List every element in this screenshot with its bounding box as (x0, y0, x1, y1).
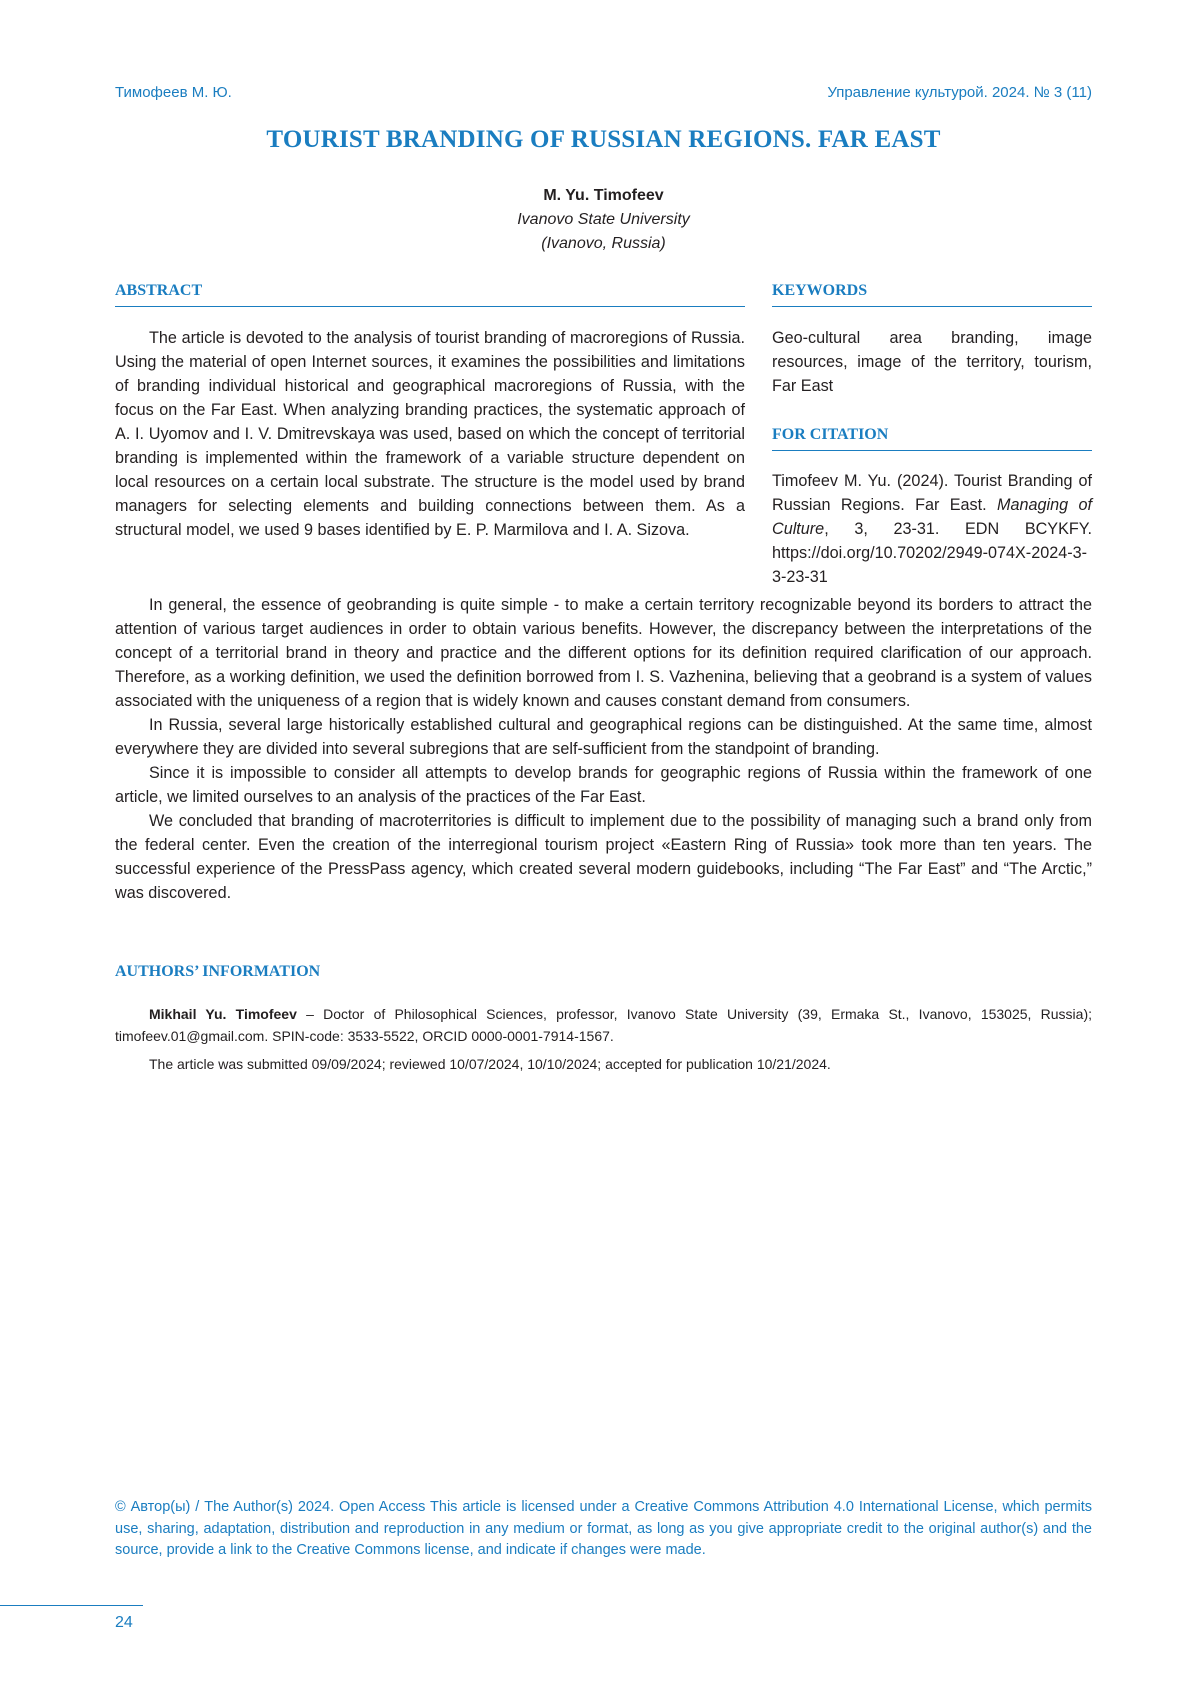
citation-heading: FOR CITATION (772, 426, 1092, 451)
author-affiliation: Ivanovo State University (517, 211, 690, 228)
article-dates: The article was submitted 09/09/2024; reviewed 10/07/2024, 10/10/2024; accepted for publication 10/21/2024. (149, 1056, 831, 1072)
abstract-paragraph: The article is devoted to the analysis of tourist branding of macroregions of Russia. Using the material of open Internet sources, it examines the possibilities and limitations of branding individual historical and geographical macroregions of Russia, with the focus on the Far East. When analyzing branding practices, the systematic approach of A. I. Uyomov and I. V. Dmitrevskaya was used, based on which the concept of territorial branding is implemented within the framework of a variable structure dependent on local resources on a certain local substrate. The structure is the model used by brand managers for selecting elements and building connections between them. As a structural model, we used 9 bases identified by E. P. Marmilova and I. A. Sizova. (115, 329, 745, 539)
author-block (115, 184, 1092, 256)
author-details-name: Mikhail Yu. Timofeev (149, 1006, 297, 1022)
article-title: TOURIST BRANDING OF RUSSIAN REGIONS. FAR EAST (266, 126, 941, 153)
citation-journal: Managing of Culture (772, 496, 1092, 538)
authors-info-heading: AUTHORS’ INFORMATION (115, 963, 321, 980)
keywords-text: Geo-cultural area branding, image resources, image of the territory, tourism, Far East (772, 329, 1092, 395)
abstract-heading: ABSTRACT (115, 282, 745, 307)
body-text (115, 593, 1092, 905)
author-details (115, 1003, 1092, 1047)
abstract-text (115, 326, 745, 542)
license-notice: © Автор(ы) / The Author(s) 2024. Open Access This article is licensed under a Creative Commons Attribution 4.0 International License, which permits use, sharing, adaptation, distribution and reproduction in any medium or format, as long as you give appropriate credit to the original author(s) and the source, provide a link to the Creative Commons license, and indicate if changes were made. (115, 1499, 1092, 1558)
footer-divider (0, 1605, 143, 1606)
body-paragraph: Since it is impossible to consider all attempts to develop brands for geographic regions of Russia within the framework of one article, we limited ourselves to an analysis of the practices of the Far East. (115, 764, 1092, 806)
author-location: (Ivanovo, Russia) (541, 235, 666, 252)
body-paragraph: We concluded that branding of macroterritories is difficult to implement due to the possibility of managing such a brand only from the federal center. Even the creation of the interregional tourism project «Eastern Ring of Russia» took more than ten years. The successful experience of the PressPass agency, which created several modern guidebooks, including “The Far East” and “The Arctic,” was discovered. (115, 812, 1092, 902)
body-paragraph: In Russia, several large historically established cultural and geographical regions can be distinguished. At the same time, almost everywhere they are divided into several subregions that are self-sufficient from the standpoint of branding. (115, 716, 1092, 758)
citation-details: , 3, 23-31. EDN BCYKFY. https://doi.org/10.70202/2949-074X-2024-3-3-23-31 (772, 520, 1092, 586)
keywords-heading: KEYWORDS (772, 282, 1092, 307)
author-details-text: – Doctor of Philosophical Sciences, professor, Ivanovo State University (39, Ermaka St., Ivanovo, 153025, Russia); timofeev.01@gmail.com. SPIN-code: 3533-5522, ORCID 0000-0001-7914-1567. (115, 1006, 1092, 1044)
running-header-journal: Управление культурой. 2024. № 3 (11) (827, 84, 1092, 101)
body-paragraph: In general, the essence of geobranding is quite simple - to make a certain territory recognizable beyond its borders to attract the attention of various target audiences in order to obtain various benefits. However, the discrepancy between the interpretations of the concept of a territorial brand in theory and practice and the different options for its definition required clarification of our approach. Therefore, as a working definition, we used the definition borrowed from I. S. Vazhenina, believing that a geobrand is a system of values associated with the uniqueness of a region that is widely known and causes constant demand from consumers. (115, 596, 1092, 710)
running-header (115, 84, 1092, 101)
running-header-author: Тимофеев М. Ю. (115, 84, 232, 101)
authors-info (115, 1003, 1092, 1081)
citation-reference: Timofeev M. Yu. (2024). Tourist Branding of Russian Regions. Far East. (772, 472, 1092, 514)
citation-text (772, 469, 1092, 589)
page-number: 24 (115, 1614, 133, 1631)
author-name: M. Yu. Timofeev (543, 187, 664, 204)
